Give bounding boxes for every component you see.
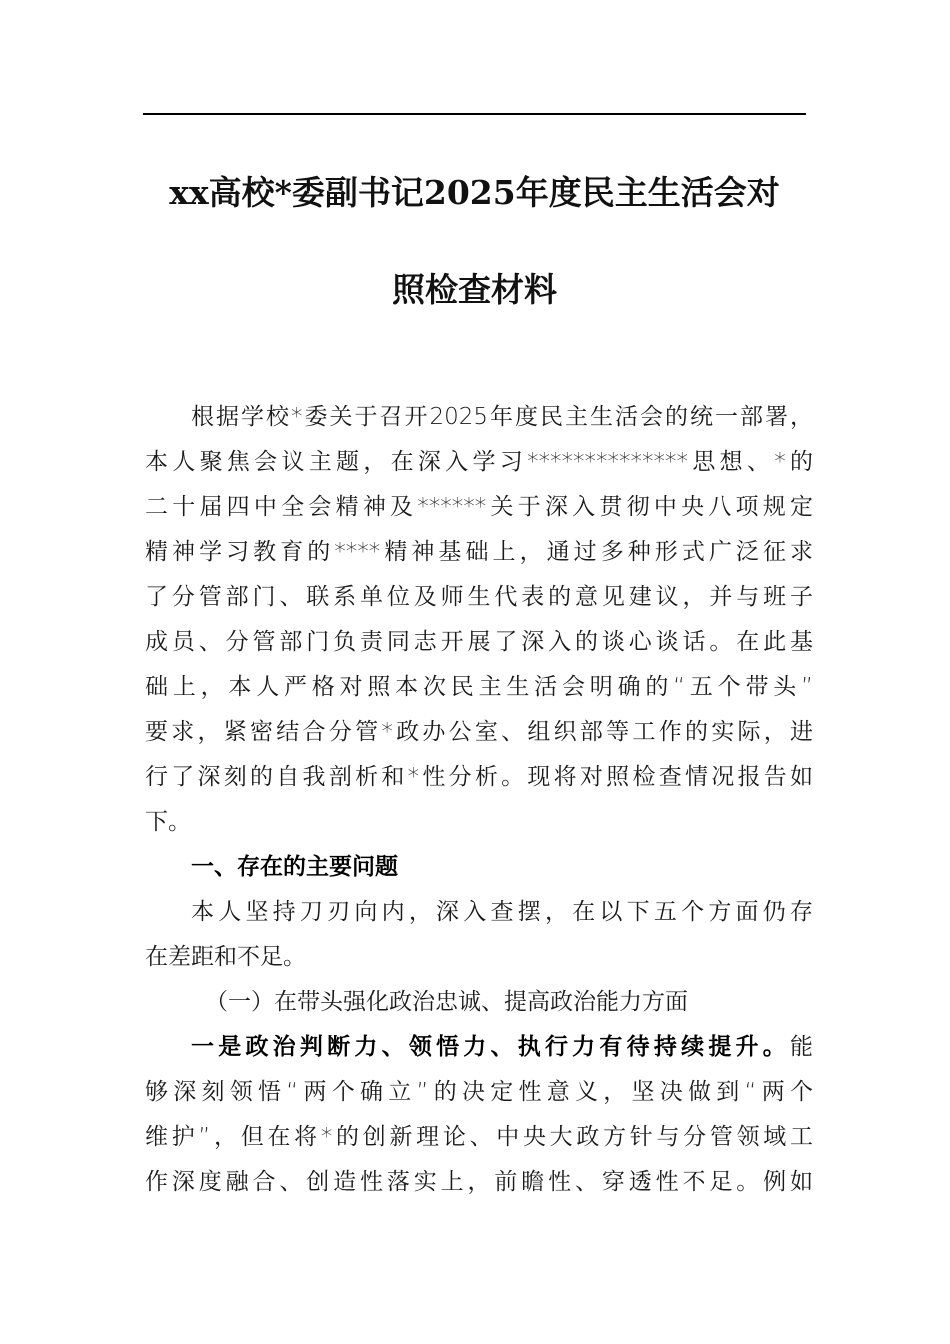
body-line: 了分管部门、联系单位及师生代表的意见建议，并与班子 [145,584,813,610]
point-lead: 一是政治判断力、领悟力、执行力有待持续提升。 [191,1034,790,1060]
body-line: 二十届四中全会精神及******关于深入贯彻中央八项规定 [145,494,813,520]
body-line: 本人坚持刀刃向内，深入查摆，在以下五个方面仍存 [191,899,813,925]
body-line: 够深刻领悟“两个确立”的决定性意义，坚决做到“两个 [145,1079,813,1105]
body-line: 作深度融合、创造性落实上，前瞻性、穿透性不足。例如 [145,1169,813,1195]
top-rule [143,113,806,115]
body-line: 础上，本人严格对照本次民主生活会明确的“五个带头” [145,674,813,700]
body-line: 在差距和不足。 [145,944,306,970]
body-line: 要求，紧密结合分管*政办公室、组织部等工作的实际，进 [145,719,813,745]
body-line: 下。 [145,809,191,835]
point-text: 能 [790,1034,813,1060]
body-line: 维护”，但在将*的创新理论、中央大政方针与分管领域工 [145,1124,813,1150]
body-line-with-lead [145,1032,813,1062]
body-line: 本人聚焦会议主题，在深入学习**************思想、*的 [145,449,813,475]
body-line: 根据学校*委关于召开2025年度民主生活会的统一部署， [191,404,813,430]
body-line: 行了深刻的自我剖析和*性分析。现将对照检查情况报告如 [145,764,813,790]
section-heading-1: 一、存在的主要问题 [191,854,398,880]
body-line: 精神学习教育的****精神基础上，通过多种形式广泛征求 [145,539,813,565]
document-title-line-1: xx高校*委副书记2025年度民主生活会对 [169,173,780,212]
body-line: 成员、分管部门负责同志开展了深入的谈心谈话。在此基 [145,629,813,655]
subsection-heading-1: （一）在带头强化政治忠诚、提高政治能力方面 [205,989,688,1015]
document-title-line-2: 照检查材料 [392,270,557,309]
